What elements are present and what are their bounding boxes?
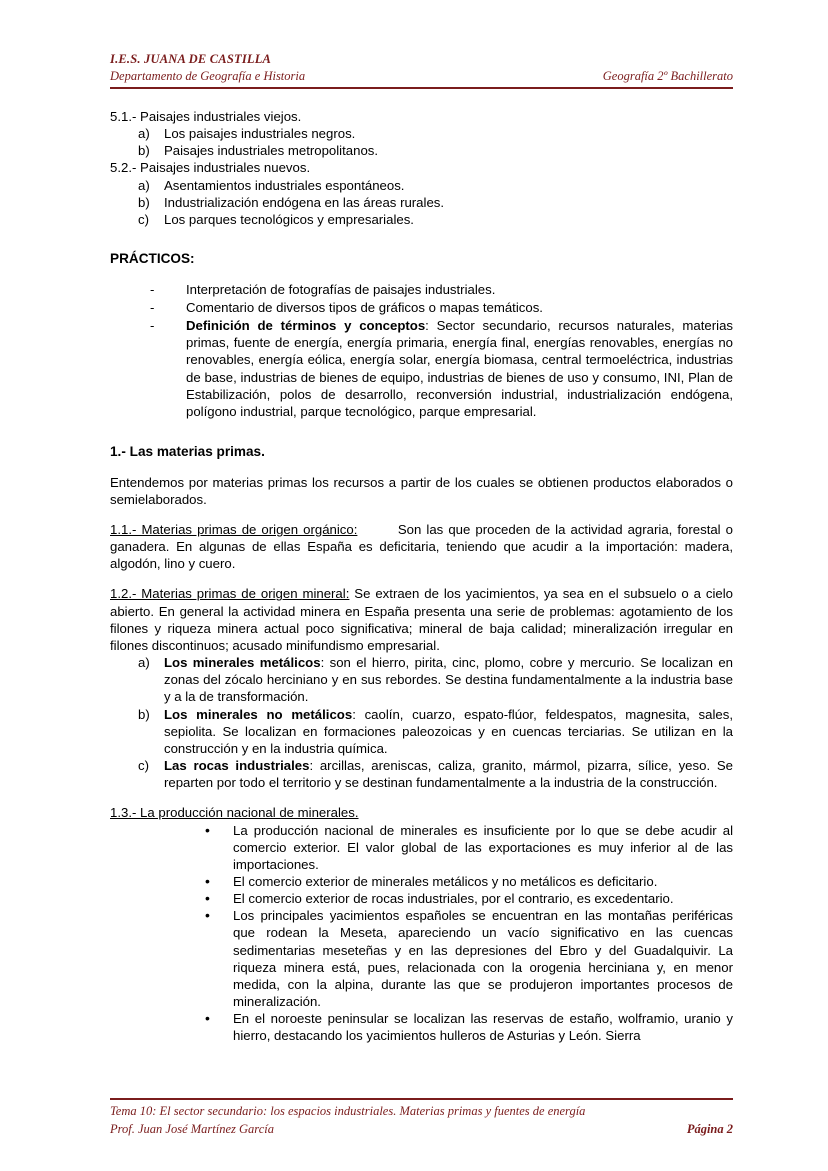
list-label: b) [138,194,150,210]
term: Las rocas industriales [164,758,310,774]
spacer [110,508,733,521]
list-text [164,757,733,791]
list-item-definicion [150,317,733,420]
outline-item-5-2-c [110,211,733,228]
footer-topic: Tema 10: El sector secundario: los espacios industriales. Materias primas y fuentes de energía [110,1104,586,1118]
list-label: b) [138,706,150,722]
section-1-2 [110,585,733,654]
list-text: El comercio exterior de rocas industriales, por el contrario, es excedentario. [233,891,674,907]
page-header [110,52,733,89]
spacer [110,461,733,474]
outline-item-5-1-b [110,142,733,159]
document-body [110,108,733,1045]
outline-item-5-1-a [110,125,733,142]
dash-marker: - [150,299,155,315]
footer-author: Prof. Juan José Martínez García [110,1122,274,1136]
list-text: Industrialización endógena en las áreas rurales. [164,194,445,210]
section-1-1-heading: 1.1.- Materias primas de origen orgánico: [110,522,358,537]
section-1-2-heading: 1.2.- Materias primas de origen mineral: [110,586,350,602]
section-1-heading: 1.- Las materias primas. [110,444,265,460]
list-text [186,317,733,420]
outline-item-5-2-b [110,194,733,211]
practicos-list [110,281,733,420]
header-subline [110,69,733,84]
section-1-1 [110,521,733,572]
list-item [138,757,733,791]
list-label: c) [138,211,149,227]
outline-item-5-2: 5.2.- Paisajes industriales nuevos. [110,160,311,176]
bullet-marker: • [205,821,210,838]
list-item [150,299,733,316]
list-text: En el noroeste peninsular se localizan las reservas de estaño, wolframio, uranio y hierro, destacando los yacimientos hulleros de Asturias y León. Sierra [233,1011,733,1044]
list-text: Paisajes industriales metropolitanos. [164,143,379,159]
list-item [205,1010,733,1044]
bullet-marker: • [205,890,210,907]
bullet-marker: • [205,907,210,924]
list-item [205,890,733,907]
term: Los minerales no metálicos [164,706,353,722]
list-text: Comentario de diversos tipos de gráficos o mapas temáticos. [186,299,543,315]
section-1-1-text: Son las que proceden de la actividad agraria, forestal o ganadera. En algunas de ellas España es deficitaria, teniendo que acudir a la importación: madera, algodón, lino y cuero. [110,522,734,572]
header-divider [110,87,733,89]
definicion-body: : Sector secundario, recursos naturales, materias primas, fuente de energía, energía primaria, energía final, energías renovables, energías no renovables, energía eólica, energía solar, energía biomasa, central termoeléctrica, industrias de base, industrias de bienes de equipo, industrias de bienes de uso y consumo, INI, Plan de Estabilización, polos de desarrollo, reconversión industrial, industrialización endógena, polígono industrial, parque tecnológico, parque empresarial. [186,318,733,419]
dash-marker: - [150,281,155,297]
spacer [110,228,733,250]
list-label: c) [138,758,149,774]
section-1-intro: Entendemos por materias primas los recursos a partir de los cuales se obtienen productos elaborados o semielaborados. [110,474,733,507]
list-text: Los principales yacimientos españoles se encuentran en las montañas periféricas que rodean la Meseta, apareciendo un vacío significativo en las cuencas sedimentarias meseteñas y en las depresiones del Ebro y del Guadalquivir. La riqueza minera está, pues, relacionada con la orogenia herciniana y, en menor medida, con la alpina, durante las que se produjeron importantes procesos de mineralización. [233,908,733,1010]
list-label: a) [138,177,150,193]
list-item [205,907,733,1010]
list-item [150,281,733,298]
list-text: Los paisajes industriales negros. [164,126,356,142]
list-text [164,706,733,757]
list-text: La producción nacional de minerales es insuficiente por lo que se debe acudir al comercio exterior. El valor global de las exportaciones es muy inferior al de las importaciones. [233,822,733,872]
list-item [138,706,733,757]
footer-page-number: Página 2 [686,1122,733,1136]
list-text: Asentamientos industriales espontáneos. [164,177,405,193]
spacer [110,572,733,585]
list-text [164,654,733,705]
header-department: Departamento de Geografía e Historia [110,69,306,83]
section-1-3 [110,804,733,821]
list-text: Los parques tecnológicos y empresariales. [164,211,414,227]
outline-item-5-2-a [110,177,733,194]
spacer [110,268,733,281]
list-label: b) [138,143,150,159]
list-text: El comercio exterior de minerales metálicos y no metálicos es deficitario. [233,873,658,889]
section-1-3-list [110,822,733,1045]
header-school-name: I.E.S. JUANA DE CASTILLA [110,52,272,66]
section-1-3-heading: 1.3.- La producción nacional de minerales. [110,805,359,821]
page-footer [110,1098,733,1137]
practicos-heading: PRÁCTICOS: [110,251,195,267]
bullet-marker: • [205,1010,210,1027]
list-label: a) [138,126,150,142]
list-text: Interpretación de fotografías de paisajes industriales. [186,281,496,297]
list-label: a) [138,655,150,671]
term-body: : caolín, cuarzo, espato-flúor, feldespatos, magnesita, sales, sepiolita. Se localizan en formaciones paleozoicas y en cuencas terciarias. Se utilizan en la construcción y en la industria química. [164,706,733,756]
bullet-marker: • [205,872,210,889]
dash-marker: - [150,318,155,334]
definicion-term: Definición de términos y conceptos [186,318,426,334]
header-course: Geografía 2º Bachillerato [602,69,733,83]
section-1-2-list [110,654,733,791]
spacer [110,421,733,443]
list-item [138,654,733,705]
term-body: : son el hierro, pirita, cinc, plomo, cobre y mercurio. Se localizan en zonas del zócalo herciniano y en sus rebordes. Se destina fundamentalmente a la industria base y a la de transformación. [164,655,733,705]
outline-item-5-1: 5.1.- Paisajes industriales viejos. [110,109,302,124]
list-item [205,873,733,890]
section-1-2-text: Se extraen de los yacimientos, ya sea en el subsuelo o a cielo abierto. En general la actividad minera en España presenta una serie de problemas: agotamiento de los filones y riqueza minera actual poco significativa; mineral de baja calidad; mineralización irregular en filones discontinuos; acusado minifundismo empresarial. [110,586,733,653]
footer-subline [110,1122,733,1137]
term: Los minerales metálicos [164,655,321,671]
list-item [205,822,733,873]
spacer [110,791,733,804]
footer-divider [110,1098,733,1100]
term-body: : arcillas, areniscas, caliza, granito, mármol, pizarra, sílice, yeso. Se reparten por todo el territorio y se destinan fundamentalmente a la industria de la construcción. [164,758,733,791]
